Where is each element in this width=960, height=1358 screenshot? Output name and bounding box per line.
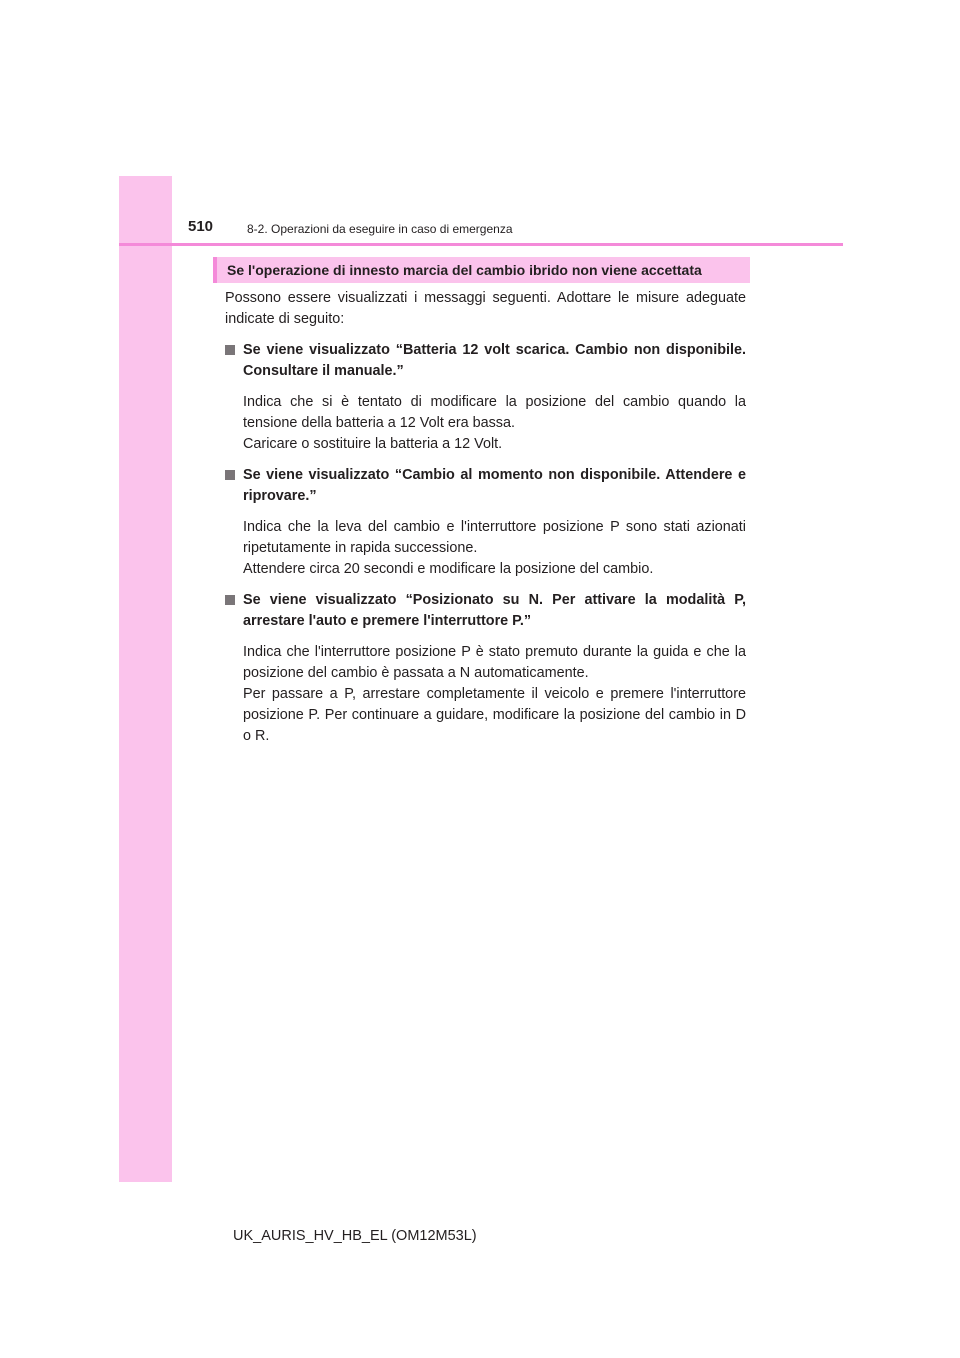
document-code-footer: UK_AURIS_HV_HB_EL (OM12M53L) — [233, 1228, 477, 1244]
message-description: Indica che si è tentato di modificare la posizione del cambio quando la tensione della batteria a 12 Volt era bassa. — [243, 394, 746, 431]
message-heading: Se viene visualizzato “Posizionato su N. Per attivare la modalità P, arrestare l'auto e premere l'interruttore P.” — [243, 592, 746, 629]
side-tab-strip — [119, 176, 172, 1182]
square-bullet-icon — [225, 470, 235, 480]
square-bullet-icon — [225, 345, 235, 355]
topic-banner — [213, 257, 750, 283]
page-number: 510 — [188, 218, 214, 235]
message-description: Indica che la leva del cambio e l'interruttore posizione P sono stati azionati ripetutamente in rapida successione. — [243, 519, 746, 556]
message-item — [225, 340, 746, 455]
message-action: Per passare a P, arrestare completamente il veicolo e premere l'interruttore posizione P. Per continuare a guidare, modificare la posizione del cambio in D o R. — [243, 686, 746, 744]
intro-paragraph: Possono essere visualizzati i messaggi seguenti. Adottare le misure adeguate indicate di seguito: — [225, 290, 746, 327]
message-item — [225, 465, 746, 580]
message-action: Caricare o sostituire la batteria a 12 Volt. — [243, 436, 503, 452]
message-heading: Se viene visualizzato “Batteria 12 volt scarica. Cambio non disponibile. Consultare il manuale.” — [243, 342, 746, 379]
main-content — [225, 288, 746, 757]
message-action: Attendere circa 20 secondi e modificare la posizione del cambio. — [243, 561, 654, 577]
message-item — [225, 590, 746, 747]
square-bullet-icon — [225, 595, 235, 605]
topic-banner-title: Se l'operazione di innesto marcia del cambio ibrido non viene accettata — [227, 262, 702, 278]
message-heading: Se viene visualizzato “Cambio al momento non disponibile. Attendere e riprovare.” — [243, 467, 746, 504]
section-title: 8-2. Operazioni da eseguire in caso di emergenza — [247, 222, 513, 236]
message-description: Indica che l'interruttore posizione P è stato premuto durante la guida e che la posizione del cambio è passata a N automaticamente. — [243, 644, 746, 681]
header-rule — [119, 243, 843, 246]
